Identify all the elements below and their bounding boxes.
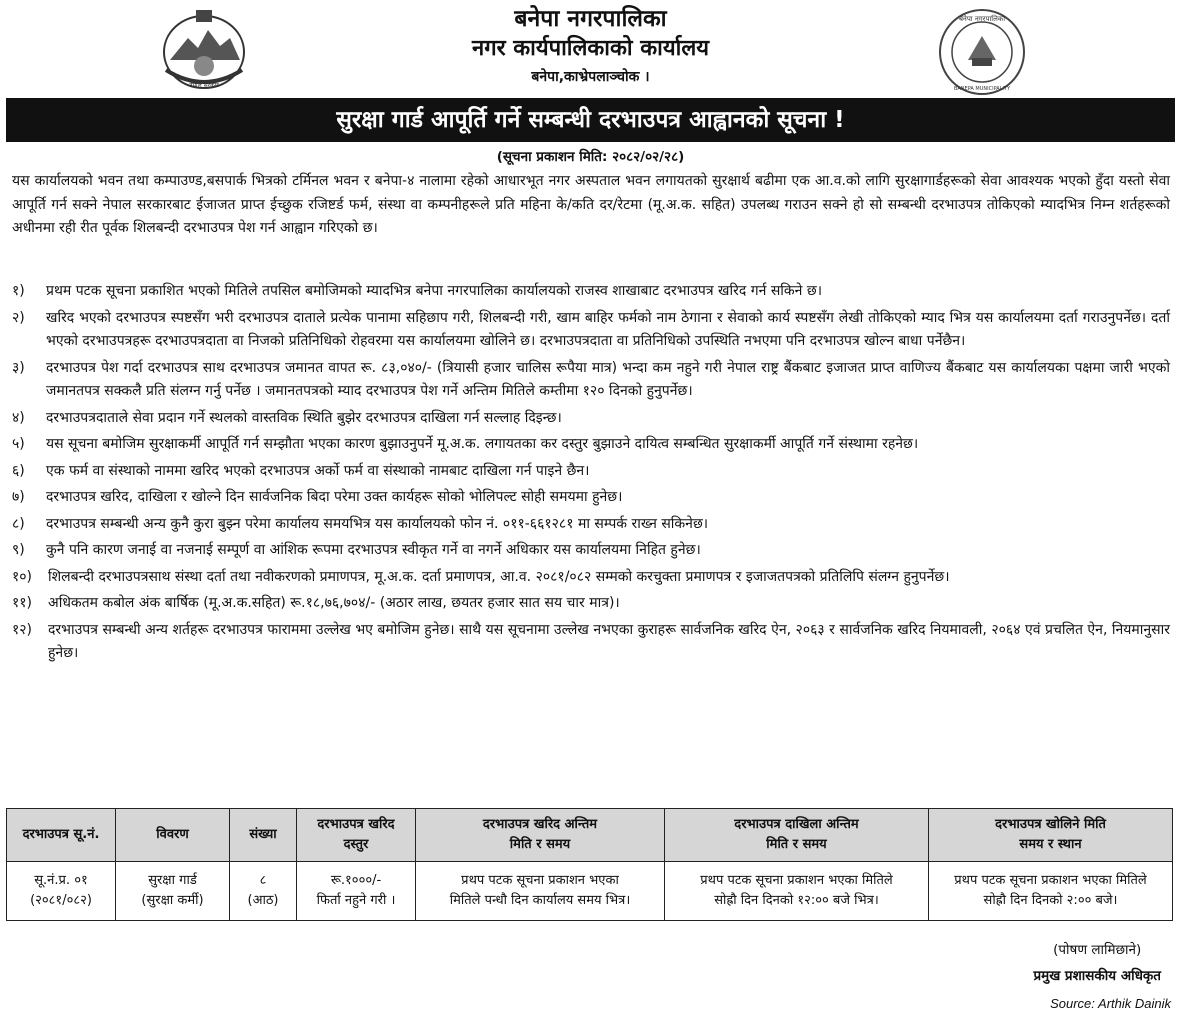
cell-description: सुरक्षा गार्ड (सुरक्षा कर्मी) bbox=[116, 862, 230, 921]
office-address: बनेपा,काभ्रेपलाञ्चोक । bbox=[531, 69, 650, 85]
header-description: विवरण bbox=[116, 809, 230, 862]
header-purchase-deadline: दरभाउपत्र खरिद अन्तिम मिति र समय bbox=[416, 809, 665, 862]
header-opening-date: दरभाउपत्र खोलिने मिति समय र स्थान bbox=[929, 809, 1173, 862]
condition-number: ९) bbox=[12, 542, 25, 558]
publication-date: (सूचना प्रकाशन मिति: २०८२/०२/२८) bbox=[496, 149, 685, 165]
condition-number: ४) bbox=[12, 409, 25, 426]
signature-block bbox=[1033, 937, 1161, 989]
condition-text: दरभाउपत्र सम्बन्धी अन्य शर्तहरू दरभाउपत्र फाराममा उल्लेख भए बमोजिम हुनेछ। साथै यस सूचनामा उल्लेख नभएका कुराहरू सार्वजनिक खरिद ऐन, २०६३ र सार्वजनिक खरिद नियमावली, २०६४ एवं प्रचलित ऐन, नियमानुसार हुनेछ। bbox=[48, 621, 1170, 661]
cell-tender-number: सू.नं.प्र. ०१ (२०८१/०८२) bbox=[7, 862, 116, 921]
condition-text: प्रथम पटक सूचना प्रकाशित भएको मितिले तपसिल बमोजिमको म्यादभित्र बनेपा नगरपालिका कार्यालयको राजस्व शाखाबाट दरभाउपत्र खरिद गर्न सकिने छ। bbox=[46, 283, 822, 299]
cell-submission-deadline: प्रथप पटक सूचना प्रकाशन भएका मितिले सोह्रौ दिन दिनको १२:०० बजे भित्र। bbox=[665, 862, 929, 921]
conditions-list bbox=[12, 280, 1170, 669]
condition-number: ३) bbox=[12, 359, 25, 376]
header-quantity: संख्या bbox=[230, 809, 297, 862]
signatory-designation: प्रमुख प्रशासकीय अधिकृत bbox=[1033, 968, 1161, 984]
condition-item bbox=[12, 280, 1170, 304]
condition-number: ८) bbox=[12, 515, 25, 532]
condition-item bbox=[12, 460, 1170, 484]
table-header-row bbox=[7, 809, 1173, 862]
emblem-text: नेपाल सरकार bbox=[189, 82, 219, 89]
tender-schedule-table bbox=[6, 808, 1173, 921]
source-credit: Source: Arthik Dainik bbox=[1050, 996, 1171, 1011]
organization-block bbox=[300, 4, 881, 90]
condition-text: दरभाउपत्र खरिद, दाखिला र खोल्ने दिन सार्वजनिक बिदा परेमा उक्त कार्यहरू सोको भोलिपल्ट सोही समयमा हुनेछ। bbox=[46, 489, 623, 505]
table-row bbox=[7, 862, 1173, 921]
condition-text: दरभाउपत्र सम्बन्धी अन्य कुनै कुरा बुझ्न परेमा कार्यालय समयभित्र यस कार्यालयको फोन नं. ०११-६६१२८१ मा सम्पर्क राख्न सकिनेछ। bbox=[46, 515, 709, 532]
condition-item bbox=[12, 592, 1170, 616]
seal-text-top: बनेपा नगरपालिका bbox=[958, 15, 1006, 23]
cell-quantity: ८ (आठ) bbox=[230, 862, 297, 921]
signatory-name: (पोषण लामिछाने) bbox=[1053, 942, 1142, 958]
condition-number: १०) bbox=[12, 568, 33, 585]
condition-item bbox=[12, 513, 1170, 537]
office-name: नगर कार्यपालिकाको कार्यालय bbox=[472, 36, 709, 61]
condition-number: ७) bbox=[12, 489, 25, 505]
condition-number: ११) bbox=[12, 595, 33, 611]
condition-item bbox=[12, 486, 1170, 510]
condition-item bbox=[12, 357, 1170, 404]
banepa-municipality-seal-icon bbox=[938, 8, 1026, 96]
condition-text: अधिकतम कबोल अंक बार्षिक (मू.अ.क.सहित) रू.१८,७६,७०४/- (अठार लाख, छयतर हजार सात सय चार मात्र)। bbox=[48, 595, 620, 611]
condition-item bbox=[12, 433, 1170, 457]
condition-item bbox=[12, 407, 1170, 431]
cell-purchase-deadline: प्रथप पटक सूचना प्रकाशन भएका मितिले पन्धौ दिन कार्यालय समय भित्र। bbox=[416, 862, 665, 921]
condition-item bbox=[12, 566, 1170, 590]
condition-number: ५) bbox=[12, 436, 25, 452]
condition-text: शिलबन्दी दरभाउपत्रसाथ संस्था दर्ता तथा नवीकरणको प्रमाणपत्र, मू.अ.क. दर्ता प्रमाणपत्र, आ.व. २०८१/०८२ सम्मको करचुक्ता प्रमाणपत्र र इजाजतपत्रको प्रतिलिपि संलग्न हुनुपर्नेछ। bbox=[48, 568, 950, 585]
condition-text: खरिद भएको दरभाउपत्र स्पष्टसँग भरी दरभाउपत्र दाताले प्रत्येक पानामा सहिछाप गरी, शिलबन्दी गरी, खाम बाहिर फर्मको नाम ठेगाना र सेवाको कार्य स्पष्टसँग लेखी तोकिएको म्याद भित्र यस कार्यालयमा दर्ता गराउनुपर्नेछ। दर्ता भएको दरभाउपत्रहरू दरभाउपत्रदाता वा निजको प्रतिनिधिको रोहवरमा यस कार्यालयमा खोलिने छ। दरभाउपत्रदाता वा प्रतिनिधिको उपस्थिति नभएमा पनि दरभाउपत्र खोल्न बाधा पर्नेछैन। bbox=[46, 309, 1170, 349]
cell-opening-date: प्रथप पटक सूचना प्रकाशन भएका मितिले सोह्रौ दिन दिनको २:०० बजे। bbox=[929, 862, 1173, 921]
seal-text-bottom: BANEPA MUNICIPALITY bbox=[953, 86, 1011, 92]
header-tender-number: दरभाउपत्र सू.नं. bbox=[7, 809, 116, 862]
condition-text: दरभाउपत्रदाताले सेवा प्रदान गर्ने स्थलको वास्तविक स्थिति बुझेर दरभाउपत्र दाखिला गर्न सल्लाह दिइन्छ। bbox=[46, 409, 562, 426]
header bbox=[0, 0, 1181, 95]
header-tender-fee: दरभाउपत्र खरिद दस्तुर bbox=[297, 809, 416, 862]
condition-text: एक फर्म वा संस्थाको नाममा खरिद भएको दरभाउपत्र अर्को फर्म वा संस्थाको नामबाट दाखिला गर्न पाइने छैन। bbox=[46, 462, 590, 479]
condition-text: दरभाउपत्र पेश गर्दा दरभाउपत्र साथ दरभाउपत्र जमानत वापत रू. ८३,०४०/- (त्रियासी हजार चालिस रूपैया मात्र) भन्दा कम नहुने गरी नेपाल राष्ट्र बैंकबाट इजाजत प्राप्त वाणिज्य बैंकबाट यस कार्यालयका पक्षमा जारी भएको जमानतपत्र सक्कलै प्रति संलग्न गर्नु पर्नेछ । जमानतपत्रको म्याद दरभाउपत्र पेश गर्ने अन्तिम मितिले कम्तीमा १२० दिनको हुनुपर्नेछ। bbox=[46, 359, 1170, 399]
intro-paragraph: यस कार्यालयको भवन तथा कम्पाउण्ड,बसपार्क भित्रको टर्मिनल भवन र बनेपा-४ नालामा रहेको आधारभूत नगर अस्पताल भवन लगायतको सुरक्षार्थ बढीमा एक आ.व.को लागि सुरक्षागार्डहरूको सेवा आवश्यक भएको हुँदा यस्तो सेवा आपूर्ति गर्न सक्ने नेपाल सरकारबाट ईजाजत प्राप्त ईच्छुक रजिष्टर्ड फर्म, संस्था वा कम्पनीहरूले प्रति महिना के/कति दर/रेटमा (मू.अ.क. सहित) उपलब्ध गराउन सक्ने हो सो सम्बन्धी दरभाउपत्र तोकिएको म्यादभित्र निम्न शर्तहरूको अधीनमा रही रीत पूर्वक शिलबन्दी दरभाउपत्र पेश गर्न आह्वान गरिएको छ। bbox=[12, 173, 1170, 236]
condition-item bbox=[12, 619, 1170, 666]
condition-number: ६) bbox=[12, 462, 25, 479]
condition-text: कुनै पनि कारण जनाई वा नजनाई सम्पूर्ण वा आंशिक रूपमा दरभाउपत्र स्वीकृत गर्ने वा नगर्ने अधिकार यस कार्यालयमा निहित हुनेछ। bbox=[46, 542, 701, 558]
header-submission-deadline: दरभाउपत्र दाखिला अन्तिम मिति र समय bbox=[665, 809, 929, 862]
notice-title: सुरक्षा गार्ड आपूर्ति गर्ने सम्बन्धी दरभाउपत्र आह्वानको सूचना ! bbox=[6, 98, 1175, 142]
condition-item bbox=[12, 307, 1170, 354]
nepal-emblem-icon bbox=[158, 8, 250, 90]
condition-number: १) bbox=[12, 283, 25, 299]
condition-number: २) bbox=[12, 309, 25, 326]
cell-tender-fee: रू.१०००/- फिर्ता नहुने गरी । bbox=[297, 862, 416, 921]
condition-text: यस सूचना बमोजिम सुरक्षाकर्मी आपूर्ति गर्न सम्झौता भएका कारण बुझाउनुपर्ने मू.अ.क. लगायतका कर दस्तुर बुझाउने दायित्व सम्बन्धित सुरक्षाकर्मी आपूर्ति गर्ने संस्थामा रहनेछ। bbox=[46, 436, 919, 452]
condition-number: १२) bbox=[12, 621, 33, 638]
org-name: बनेपा नगरपालिका bbox=[514, 6, 667, 32]
condition-item bbox=[12, 539, 1170, 563]
